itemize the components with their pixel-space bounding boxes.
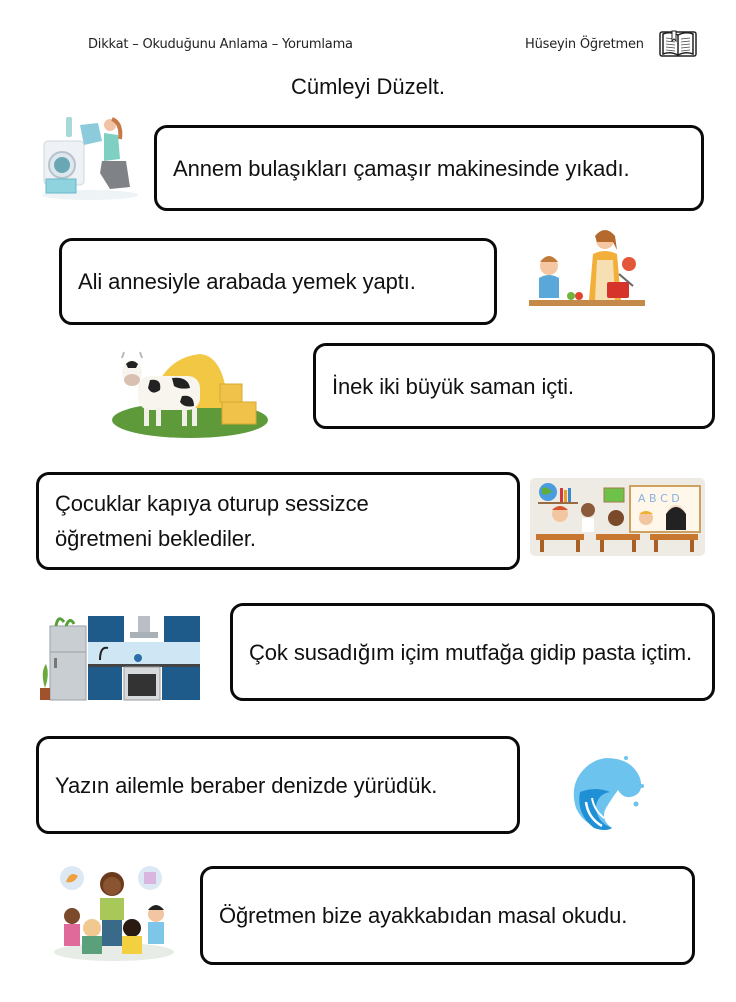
sentence-box-6 [36, 736, 520, 834]
sentence-box-2 [59, 238, 497, 325]
sea-wave-icon [566, 752, 646, 832]
cow-with-hay-illustration [110, 348, 270, 440]
classroom-children-illustration [530, 478, 705, 556]
sentence-box-1 [154, 125, 704, 211]
sentence-box-3 [313, 343, 715, 429]
sentence-text: Öğretmen bize ayakkabıdan masal okudu. [219, 903, 628, 928]
teacher-reading-illustration [52, 864, 176, 962]
sentence-text: Ali annesiyle arabada yemek yaptı. [78, 269, 416, 294]
sentence-text: İnek iki büyük saman içti. [332, 373, 574, 399]
svg-text:A B C D: A B C D [638, 492, 680, 505]
teacher-name: Hüseyin Öğretmen [525, 37, 644, 52]
kitchen-illustration [36, 612, 204, 702]
sentence-box-7 [200, 866, 695, 965]
sentence-text: Annem bulaşıkları çamaşır makinesinde yıkadı. [173, 155, 630, 181]
open-book-icon [659, 29, 697, 59]
sentence-box-4 [36, 472, 520, 570]
sentence-text: Çok susadığım içim mutfağa gidip pasta içtim. [249, 639, 693, 665]
woman-laundry-illustration [40, 113, 140, 201]
sentence-box-5 [230, 603, 715, 701]
worksheet-subject: Dikkat – Okuduğunu Anlama – Yorumlama [88, 37, 353, 52]
page-title: Cümleyi Düzelt. [290, 74, 446, 99]
sentence-text: Yazın ailemle beraber denizde yürüdük. [55, 772, 438, 798]
sentence-text: Çocuklar kapıya oturup sessizce öğretmeni beklediler. [55, 491, 369, 551]
mother-child-cooking-illustration [527, 226, 647, 310]
